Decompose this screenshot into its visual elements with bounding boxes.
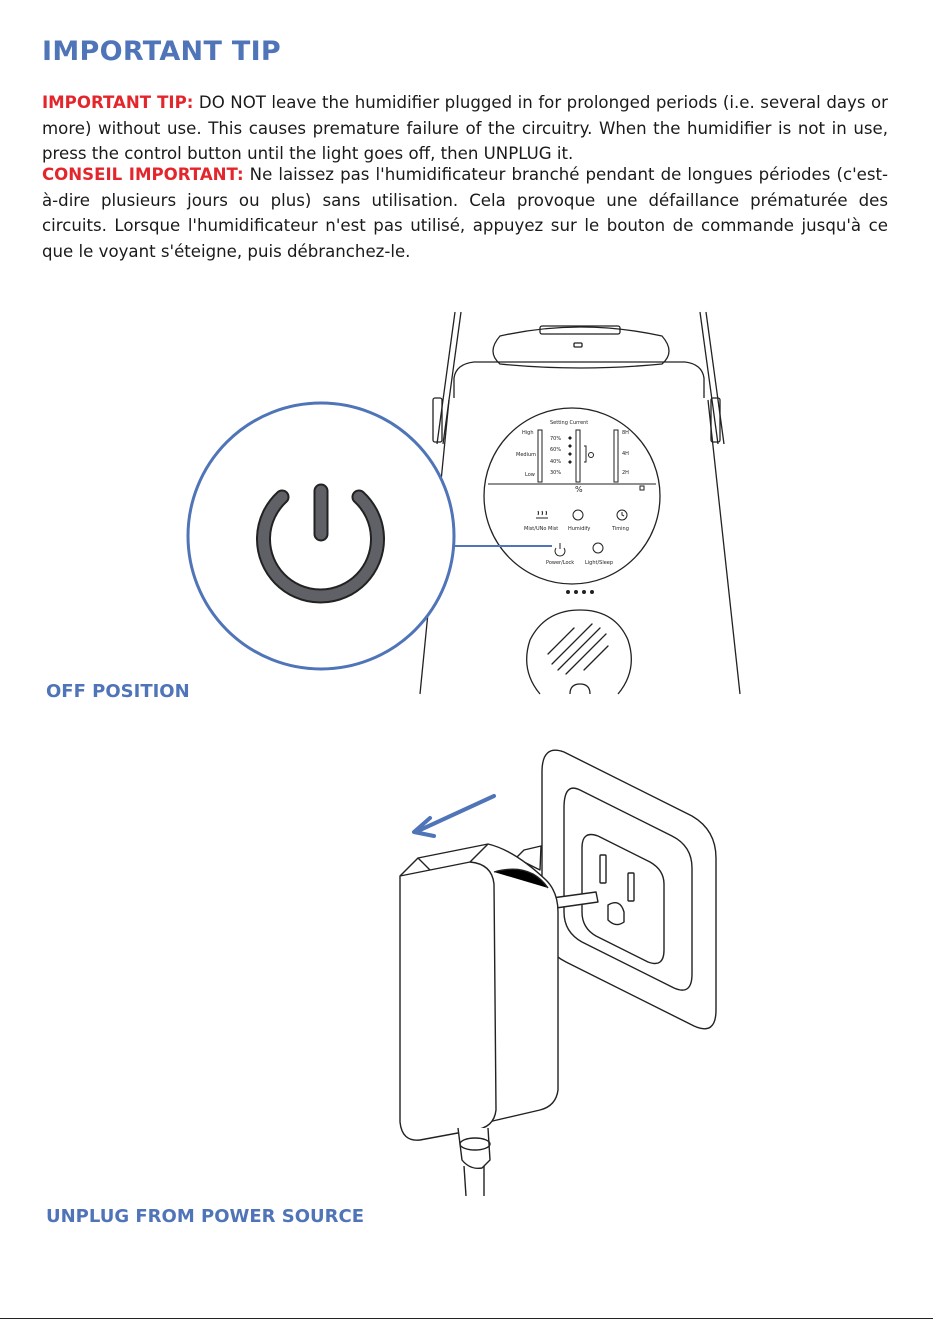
english-tip-label: IMPORTANT TIP:: [42, 93, 194, 112]
panel-timer-4h: 4H: [622, 451, 629, 457]
panel-level-medium: Medium: [516, 452, 536, 458]
panel-humidity-40: 40%: [550, 459, 562, 465]
panel-power-button-label: Power/Lock: [546, 560, 575, 566]
panel-percent-symbol: %: [575, 485, 583, 494]
panel-mist-button-label: Mist/UNo Mist: [524, 526, 559, 532]
panel-humidify-button-label: Humidify: [568, 526, 591, 532]
panel-timing-button-label: Timing: [612, 526, 629, 532]
english-tip: [42, 90, 888, 167]
panel-timer-2h: 2H: [622, 470, 629, 476]
unplug-arrow-icon: [414, 796, 494, 836]
panel-level-high: High: [522, 430, 534, 436]
panel-timer-8h: 8H: [622, 430, 629, 436]
french-tip-label: CONSEIL IMPORTANT:: [42, 165, 244, 184]
french-tip: [42, 162, 888, 264]
panel-setting-current-label: Setting Current: [550, 420, 589, 426]
unplug-illustration: [0, 740, 933, 1200]
english-tip-text: DO NOT leave the humidifier plugged in for prolonged periods (i.e. several days or more) without use. This causes premature failure of the circuitry. When the humidifier is not in use, press the control button until the light goes off, then UNPLUG it.: [42, 93, 888, 163]
panel-level-low: Low: [525, 472, 535, 478]
panel-humidity-30: 30%: [550, 470, 562, 476]
humidifier-panel-illustration: [0, 300, 933, 700]
off-position-caption: OFF POSITION: [46, 681, 190, 702]
panel-humidity-70: 70%: [550, 436, 562, 442]
bottom-rule: [0, 1318, 933, 1319]
page-title: IMPORTANT TIP: [42, 36, 282, 67]
panel-light-button-label: Light/Sleep: [585, 560, 614, 566]
unplug-caption: UNPLUG FROM POWER SOURCE: [46, 1206, 365, 1227]
french-tip-text: Ne laissez pas l'humidificateur branché pendant de longues périodes (c'est-à-dire plusieurs jours ou plus) sans utilisation. Cela provoque une défaillance prématurée des circuits. Lorsque l'humidificateur n'est pas utilisé, appuyez sur le bouton de commande jusqu'à ce que le voyant s'éteigne, puis débranchez-le.: [42, 165, 888, 261]
panel-humidity-60: 60%: [550, 447, 562, 453]
